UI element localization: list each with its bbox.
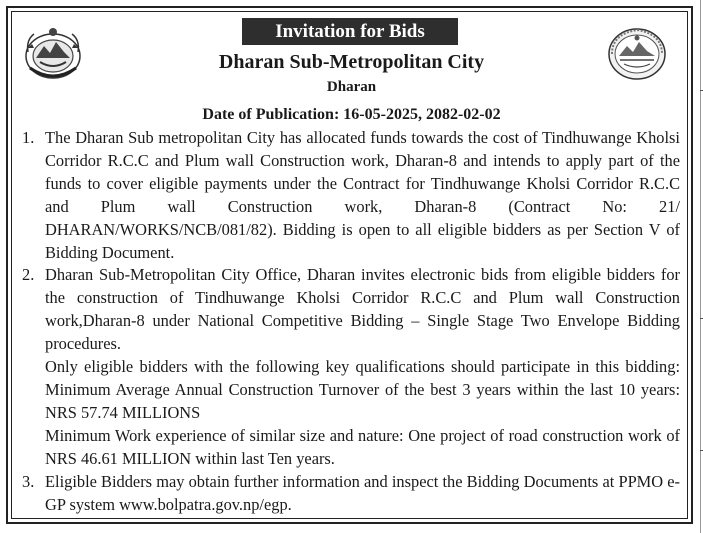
item-paragraph: The Dharan Sub metropolitan City has allocated funds towards the cost of Tindhuwange Kholsi Corridor R.C.C and Plum wall Construction work, Dharan-8 and intends to apply part of the funds to cover eligible payments under the Contract for Tindhuwange Kholsi Corridor R.C.C and Plum wall Construction work, Dharan-8 (Contract No: 21/ DHARAN/WORKS/NCB/081/82). Bidding is open to all eligible bidders as per Section V of Bidding Document. xyxy=(45,128,680,262)
item-number: 1. xyxy=(22,128,35,147)
nepal-emblem-icon xyxy=(22,22,84,84)
city-name: Dharan xyxy=(326,79,377,95)
municipality-seal-icon xyxy=(606,26,668,82)
item-paragraph: Minimum Work experience of similar size and nature: One project of road construction work of NRS 46.61 MILLION within last Ten years. xyxy=(45,425,680,468)
notice-body xyxy=(18,127,680,516)
item-paragraph: Dharan Sub-Metropolitan City Office, Dharan invites electronic bids from eligible bidders for the construction of Tindhuwange Kholsi Corridor R.C.C and Plum wall Construction work,Dharan-8 under National Competitive Bidding – Single Stage Two Envelope Bidding procedures. xyxy=(45,265,680,354)
item-number: 3. xyxy=(22,471,35,491)
notice-title: Invitation for Bids xyxy=(242,18,458,45)
item-paragraph: Only eligible bidders with the following key qualifications should participate in this bidding: Minimum Average Annual Construction Turnover of the best 3 years within the last 10 years: NRS 57.74 MILLIONS xyxy=(45,357,680,422)
list-item xyxy=(18,471,680,517)
item-number: 2. xyxy=(22,265,35,285)
publication-date: Date of Publication: 16-05-2025, 2082-02-02 xyxy=(202,106,501,123)
list-item xyxy=(18,127,680,264)
list-item xyxy=(18,264,680,470)
item-paragraph: Eligible Bidders may obtain further information and inspect the Bidding Documents at PPMO e-GP system www.bolpatra.gov.np/egp. xyxy=(45,471,680,514)
organization-name: Dharan Sub-Metropolitan City xyxy=(218,51,485,73)
